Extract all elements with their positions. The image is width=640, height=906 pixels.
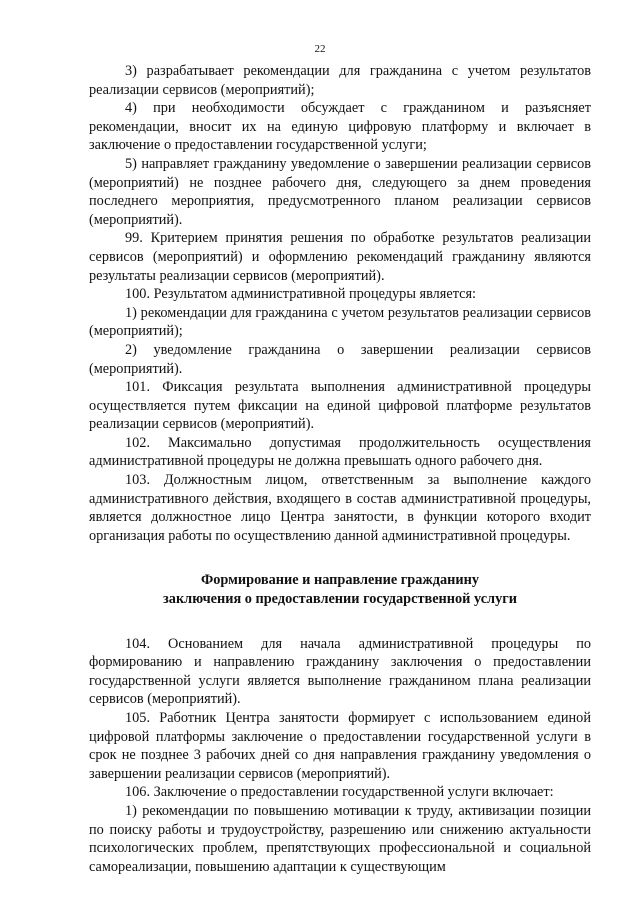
paragraph: 2) уведомление гражданина о завершении реализации сервисов (мероприятий). xyxy=(89,341,591,377)
paragraph: 100. Результатом административной процедуры является: xyxy=(125,286,477,303)
document-body xyxy=(89,62,591,876)
paragraph: 1) рекомендации для гражданина с учетом результатов реализации сервисов (мероприятий); xyxy=(89,304,591,340)
paragraph: 102. Максимально допустимая продолжительность осуществления административной процедуры не должна превышать одного рабочего дня. xyxy=(89,434,591,470)
paragraph: 1) рекомендации по повышению мотивации к труду, активизации позиции по поиску работы и трудоустройству, разрешению или снижению актуальности психологических проблем, препятствующих профессиональной и социальной самореализации, повышению адаптации к существующим xyxy=(89,802,591,875)
paragraph: 105. Работник Центра занятости формирует с использованием единой цифровой платформы заключение о предоставлении государственной услуги в срок не позднее 3 рабочих дней со дня направления гражданину уведомления о завершении реализации сервисов (мероприятий). xyxy=(89,710,591,782)
paragraph: 106. Заключение о предоставлении государственной услуги включает: xyxy=(125,784,554,801)
section-heading-line: Формирование и направление гражданину xyxy=(201,572,479,589)
paragraph: 5) направляет гражданину уведомление о завершении реализации сервисов (мероприятий) не позднее рабочего дня, следующего за днем проведения последнего мероприятия, предусмотренного планом реализации сервисов (мероприятий). xyxy=(89,155,591,228)
section-heading-line: заключения о предоставлении государственной услуги xyxy=(163,591,517,608)
paragraph: 3) разрабатывает рекомендации для гражданина с учетом результатов реализации сервисов (мероприятий); xyxy=(89,63,591,98)
section-heading xyxy=(89,571,591,608)
paragraph: 4) при необходимости обсуждает с гражданином и разъясняет рекомендации, вносит их на единую цифровую платформу и включает в заключение о предоставлении государственной услуги; xyxy=(89,100,591,154)
paragraph: 103. Должностным лицом, ответственным за выполнение каждого административного действия, входящего в состав административной процедуры, является должностное лицо Центра занятости, в функции которого входит организация работы по осуществлению данной административной процедуры. xyxy=(89,472,591,544)
page-number: 22 xyxy=(314,43,326,55)
paragraph: 99. Критерием принятия решения по обработке результатов реализации сервисов (мероприятий) и оформлению рекомендаций гражданину являются результаты реализации сервисов (мероприятий). xyxy=(89,230,591,284)
paragraph: 101. Фиксация результата выполнения административной процедуры осуществляется путем фиксации на единой цифровой платформе результатов реализации сервисов (мероприятий). xyxy=(89,379,591,433)
paragraph: 104. Основанием для начала административной процедуры по формированию и направлению гражданину заключения о предоставлении государственной услуги является выполнение гражданином плана реализации сервисов (мероприятий). xyxy=(89,635,591,708)
